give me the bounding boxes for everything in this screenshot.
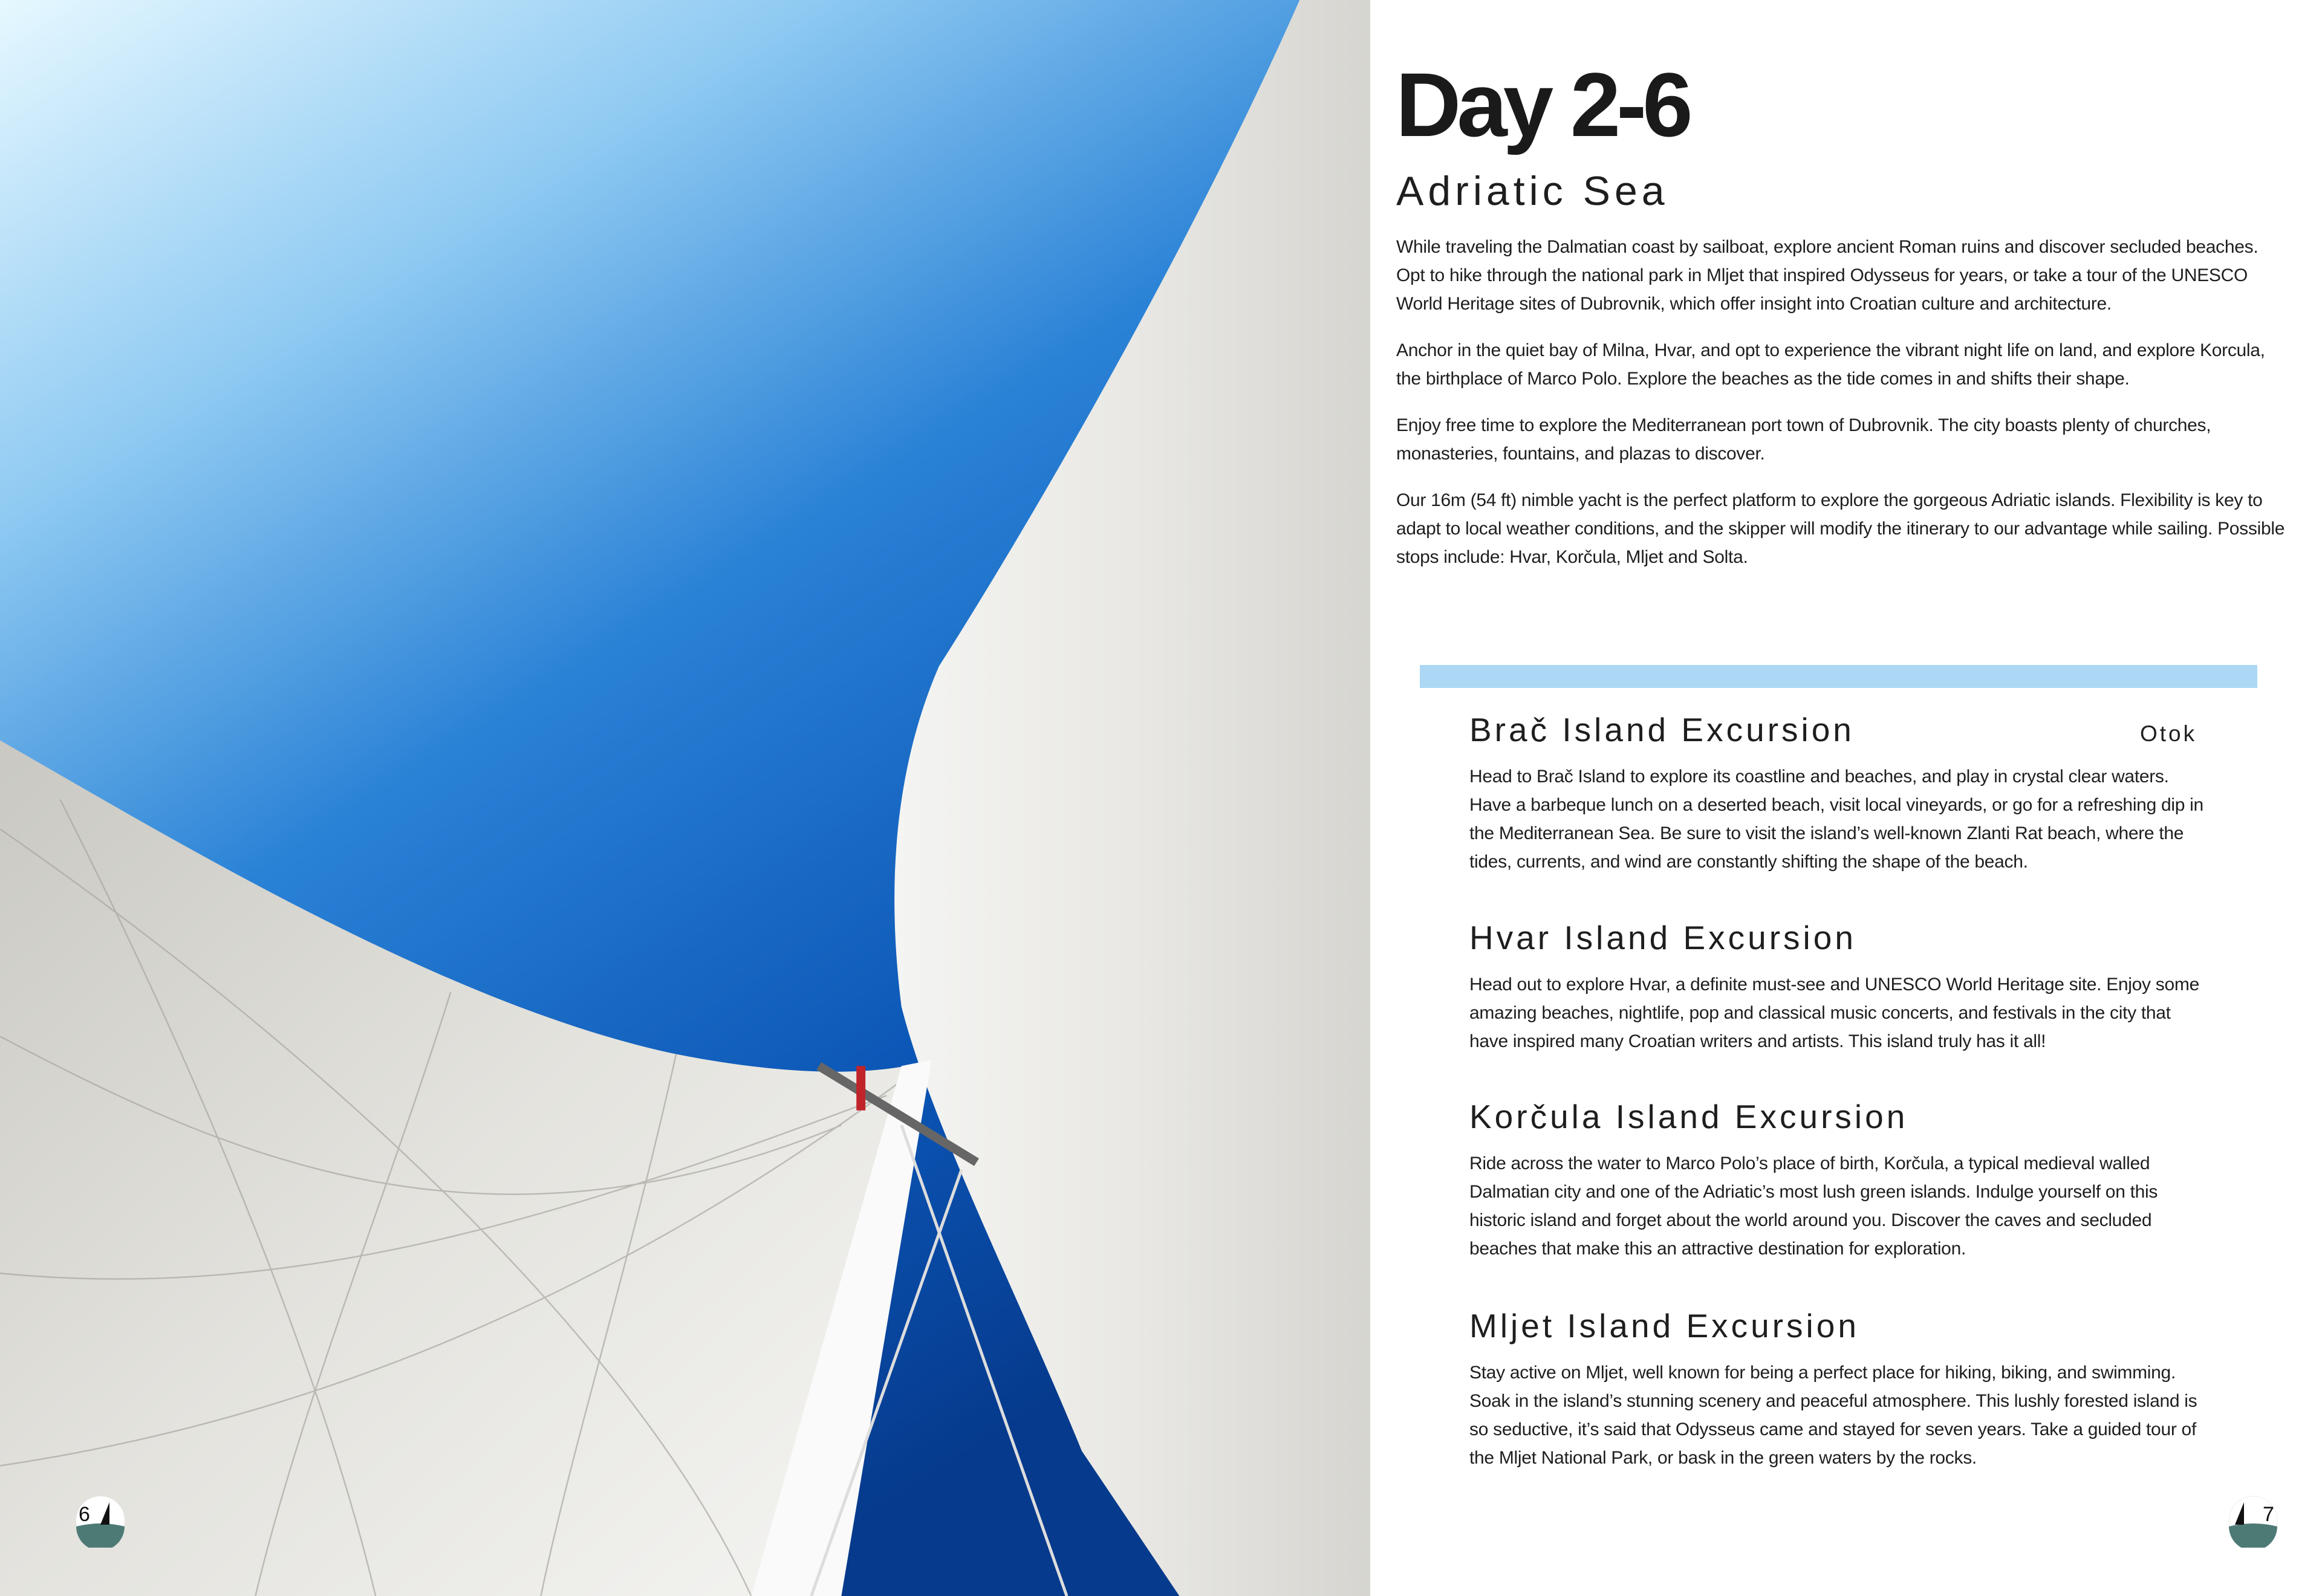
accent-bar	[1420, 665, 2257, 688]
excursion-hvar	[1469, 921, 2207, 1056]
page-subtitle: Adriatic Sea	[1396, 168, 1669, 214]
excursion-brac	[1469, 713, 2207, 876]
excursion-text: Head out to explore Hvar, a definite must-see and UNESCO World Heritage site. Enjoy some amazing beaches, nightlife, pop and classical music concerts, and festivals in the city that have inspired many Croatian writers and artists. This island truly has it all!	[1469, 975, 2199, 1051]
excursion-mljet	[1469, 1309, 2207, 1472]
excursion-text: Ride across the water to Marco Polo’s place of birth, Korčula, a typical medieval walled Dalmatian city and one of the Adriatic’s most lush green islands. Indulge yourself on this historic island and forget about the world around you. Discover the caves and secluded beaches that make this an attractive destination for exploration.	[1469, 1153, 2158, 1259]
page-number: 6	[79, 1503, 90, 1526]
excursion-title: Korčula Island Excursion	[1469, 1098, 1908, 1135]
intro-paragraph: Our 16m (54 ft) nimble yacht is the perfect platform to explore the gorgeous Adriatic islands. Flexibility is key to adapt to local weather conditions, and the skipper will modify the itinerary to our advantage while sailing. Possible stops include: Hvar, Korčula, Mljet and Solta.	[1396, 490, 2285, 567]
intro-paragraph: Anchor in the quiet bay of Milna, Hvar, and opt to experience the vibrant night life on land, and explore Korcula, the birthplace of Marco Polo. Explore the beaches as the tide comes in and shifts their shape.	[1396, 340, 2265, 389]
excursion-title: Hvar Island Excursion	[1469, 919, 1856, 956]
page-number: 7	[2263, 1503, 2274, 1526]
excursion-title: Mljet Island Excursion	[1469, 1307, 1859, 1345]
excursion-korcula	[1469, 1100, 2207, 1263]
excursion-text: Head to Brač Island to explore its coastline and beaches, and play in crystal clear waters. Have a barbeque lunch on a deserted beach, visit local vineyards, or go for a refreshing dip in the Mediterranean Sea. Be sure to visit the island’s well-known Zlanti Rat beach, where the tides, currents, and wind are constantly shifting the shape of the beach.	[1469, 767, 2203, 872]
side-label: Otok	[2140, 721, 2197, 746]
excursion-title: Brač Island Excursion	[1469, 711, 1855, 748]
intro-text	[1396, 233, 2285, 589]
intro-paragraph: Enjoy free time to explore the Mediterranean port town of Dubrovnik. The city boasts plenty of churches, monasteries, fountains, and plazas to discover.	[1396, 415, 2211, 464]
excursion-text: Stay active on Mljet, well known for being a perfect place for hiking, biking, and swimming. Soak in the island’s stunning scenery and peaceful atmosphere. This lushly forested island is so seductive, it’s said that Odysseus came and stayed for seven years. Take a guided tour of the Mljet National Park, or bask in the green waters by the rocks.	[1469, 1363, 2197, 1468]
page-title: Day 2-6	[1396, 54, 1689, 155]
intro-paragraph: While traveling the Dalmatian coast by sailboat, explore ancient Roman ruins and discover secluded beaches. Opt to hike through the national park in Mljet that inspired Odysseus for years, or take a tour of the UNESCO World Heritage sites of Dubrovnik, which offer insight into Croatian culture and architecture.	[1396, 237, 2259, 314]
right-page	[1370, 0, 2322, 1596]
